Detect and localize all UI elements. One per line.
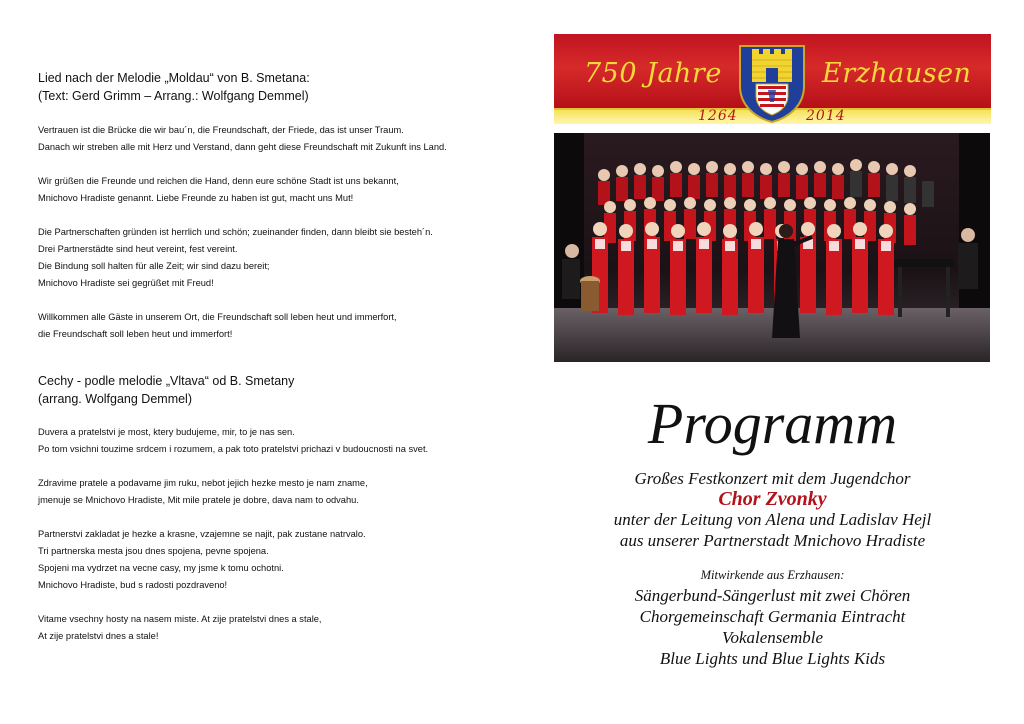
program-line-partnerstadt: aus unserer Partnerstadt Mnichovo Hradiste [619,531,926,550]
song1-line: Wir grüßen die Freunde und reichen die Hand, denn eure schöne Stadt ist uns bekannt, [38,176,399,186]
song1-line: Willkommen alle Gäste in unserem Ort, die Freundschaft soll leben heut und immerfort, [38,312,397,322]
banner-year-end: 2014 [806,108,846,124]
song1-line: die Freundschaft soll leben heut und immerfort! [38,329,233,339]
song1-line: Vertrauen ist die Brücke die wir bau´n, die Freundschaft, der Friede, das ist unser Traum. [38,125,404,135]
participant-item: Vokalensemble [721,628,824,647]
participant-item: Sängerbund-Sängerlust mit zwei Chören [634,586,911,605]
song2-line: Duvera a pratelstvi je most, ktery budujeme, mir, to je nas sen. [38,427,295,437]
program-line-leitung: unter der Leitung von Alena und Ladislav Hejl [613,510,932,529]
song1-line: Mnichovo Hradiste genannt. Liebe Freunde zu haben ist gut, macht uns Mut! [38,193,354,203]
song2-line: Zdravime pratele a podavame jim ruku, nebot jejich hezke mesto je nam zname, [38,478,368,488]
participants-heading: Mitwirkende aus Erzhausen: [700,568,845,582]
program-line-festkonzert: Großes Festkonzert mit dem Jugendchor [634,469,911,488]
song2-title-line2: (arrang. Wolfgang Demmel) [38,392,192,406]
participant-item: Chorgemeinschaft Germania Eintracht [639,607,906,626]
song2-line: Tri partnerska mesta jsou dnes spojena, pevne spojena. [38,546,269,556]
banner-right-text: Erzhausen [822,58,972,89]
song2-line: Mnichovo Hradiste, bud s radosti pozdraveno! [38,580,228,590]
participant-item: Blue Lights und Blue Lights Kids [659,649,886,668]
song2-title-line1: Cechy - podle melodie „Vltava“ od B. Smetany [38,374,295,388]
choir-name: Chor Zvonky [718,488,827,510]
program-title: Programm [647,391,898,456]
banner-left-text: 750 Jahre [584,58,722,89]
song2-line: At zije pratelstvi dnes a stale! [38,631,159,641]
song1-title-line2: (Text: Gerd Grimm – Arrang.: Wolfgang Demmel) [38,89,309,103]
song1-line: Drei Partnerstädte sind heut vereint, fest vereint. [38,244,238,254]
song2-line: Po tom vsichni touzime srdcem i rozumem, a pak toto pratelstvi prichazi v budoucnosti na svet. [38,444,429,454]
coat-of-arms-icon [736,40,808,124]
song2-line: jmenuje se Mnichovo Hradiste, Mit mile pratele je dobre, dava nam to odvahu. [38,495,359,505]
banner-year-start: 1264 [698,108,738,124]
song1-line: Danach wir streben alle mit Herz und Verstand, dann geht diese Freundschaft mit Zukunft ins Land. [38,142,447,152]
song2-line: Vitame vsechny hosty na nasem miste. At zije pratelstvi dnes a stale, [38,614,322,624]
choir-photo [554,133,990,362]
choir-photo-illustration [554,133,990,362]
song1-line: Die Partnerschaften gründen ist herrlich und schön; zueinander finden, dann bleibt sie besteh´n. [38,227,433,237]
song2-line: Spojeni ma vydrzet na vecne casy, my jsme k tomu ochotni. [38,563,284,573]
song1-line: Mnichovo Hradiste sei gegrüßet mit Freud! [38,278,214,288]
song1-line: Die Bindung soll halten für alle Zeit; wir sind dazu bereit; [38,261,270,271]
song2-line: Partnerstvi zakladat je hezke a krasne, vzajemne se najit, pak zustane natrvalo. [38,529,366,539]
song1-title-line1: Lied nach der Melodie „Moldau“ von B. Smetana: [38,71,310,85]
anniversary-banner [554,34,991,126]
